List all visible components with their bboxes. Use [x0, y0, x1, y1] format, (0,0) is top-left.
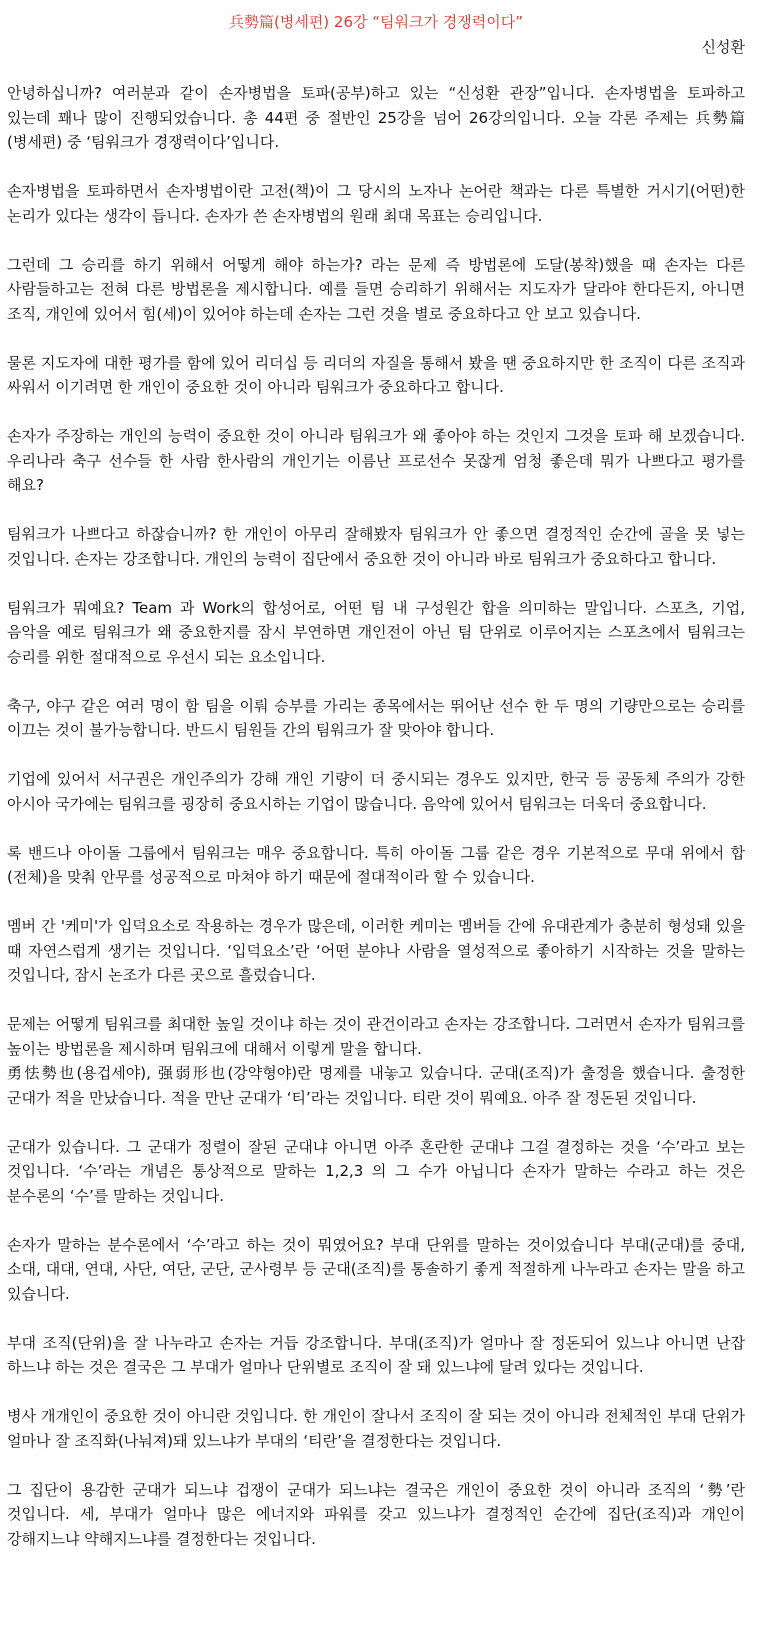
paragraph-text: 멤버 간 '케미'가 입덕요소로 작용하는 경우가 많은데, 이러한 케미는 멤버들 간에 유대관계가 충분히 형성돼 있을 때 자연스럽게 생기는 것입니다. ‘입덕요소’란 ‘어떤 분야나 사람을 열성적으로 좋아하기 시작하는 것을 말하는 것입니다, 잠시 논조가 다른 곳으로 흘렀습니다.	[7, 917, 745, 984]
paragraph-text: 축구, 야구 같은 여러 명이 함 팀을 이뤄 승부를 가리는 종목에서는 뛰어난 선수 한 두 명의 기량만으로는 승리를 이끄는 것이 불가능합니다. 반드시 팀원들 간의 팀워크가 잘 맞아야 합니다.	[7, 696, 745, 739]
paragraph-text: 팀워크가 뭐예요? Team 과 Work의 합성어로, 어떤 팀 내 구성원간 합을 의미하는 말입니다. 스포츠, 기업, 음악을 예로 팀워크가 왜 중요한지를 잠시 부연하면 개인전이 아닌 팀 단위로 이루어지는 스포츠에서 팀워크는 승리를 위한 절대적으로 우선시 되는 요소입니다.	[7, 598, 745, 666]
paragraph-text: 안녕하십니까? 여러분과 같이 손자병법을 토파(공부)하고 있는 “신성환 관장”입니다. 손자병법을 토파하고 있는데 꽤나 많이 진행되었습니다. 총 44편 중 절반인 25강을 넘어 26강의입니다. 오늘 각론 주제는 兵勢篇(병세편) 중 ‘팀워크가 경쟁력이다’입니다.	[7, 84, 745, 151]
paragraph-text: 손자병법을 토파하면서 손자병법이란 고전(책)이 그 당시의 노자나 논어란 책과는 다른 특별한 거시기(어떤)한 논리가 있다는 생각이 듭니다. 손자가 쓴 손자병법의 원래 최대 목표는 승리입니다.	[7, 182, 745, 225]
paragraph	[7, 767, 745, 816]
paragraph	[7, 694, 745, 743]
paragraph	[7, 179, 745, 228]
paragraph-text: 그 집단이 용감한 군대가 되느냐 겁쟁이 군대가 되느냐는 결국은 개인이 중요한 것이 아니라 조직의 ‘勢’란 것입니다. 세, 부대가 얼마나 많은 에너지와 파워를 갖고 있느냐가 결정적인 순간에 집단(조직)과 개인이 강해지느냐 약해지느냐를 결정한다는 것입니다.	[7, 1480, 745, 1548]
paragraph	[7, 1404, 745, 1453]
paragraph-text: 물론 지도자에 대한 평가를 함에 있어 리더십 등 리더의 자질을 통해서 봤을 땐 중요하지만 한 조직이 다른 조직과 싸워서 이기려면 한 개인이 중요한 것이 아니라 팀워크가 중요하다고 합니다.	[7, 353, 745, 396]
paragraph-text: 기업에 있어서 서구권은 개인주의가 강해 개인 기량이 더 중시되는 경우도 있지만, 한국 등 공동체 주의가 강한 아시아 국가에는 팀워크를 굉장히 중요시하는 기업이 많습니다. 음악에 있어서 팀워크는 더욱더 중요합니다.	[7, 770, 745, 813]
paragraph	[7, 1233, 745, 1307]
paragraph	[7, 1478, 745, 1552]
author-name: 신성환	[701, 38, 745, 56]
paragraph	[7, 424, 745, 498]
paragraph-text: 문제는 어떻게 팀워크를 최대한 높일 것이냐 하는 것이 관건이라고 손자는 강조합니다. 그러면서 손자가 팀워크를 높이는 방법론을 제시하며 팀워크에 대해서 이렇게 말을 합니다.	[7, 1015, 745, 1058]
paragraph-text: 군대가 있습니다. 그 군대가 정렬이 잘된 군대냐 아니면 아주 혼란한 군대냐 그걸 결정하는 것을 ‘수’라고 보는 것입니다. ‘수’라는 개념은 통상적으로 말하는 1,2,3 의 그 수가 아닙니다 손자가 말하는 수라고 하는 것은 분수론의 ‘수’를 말하는 것입니다.	[7, 1137, 745, 1205]
paragraph-text: 팀워크가 나쁘다고 하잖습니까? 한 개인이 아무리 잘해봤자 팀워크가 안 좋으면 결정적인 순간에 골을 못 넣는 것입니다. 손자는 강조합니다. 개인의 능력이 집단에서 중요한 것이 아니라 바로 팀워크가 중요하다고 합니다.	[7, 525, 745, 568]
document-title: 兵勢篇(병세편) 26강 “팀워크가 경쟁력이다”	[228, 13, 523, 31]
paragraph	[7, 1331, 745, 1380]
paragraph	[7, 351, 745, 400]
paragraph-text: 록 밴드나 아이돌 그룹에서 팀워크는 매우 중요합니다. 특히 아이돌 그룹 같은 경우 기본적으로 무대 위에서 합(전체)을 맞춰 안무를 성공적으로 마쳐야 하기 때문에 절대적이라 할 수 있습니다.	[7, 843, 745, 886]
paragraph-text: 병사 개개인이 중요한 것이 아니란 것입니다. 한 개인이 잘나서 조직이 잘 되는 것이 아니라 전체적인 부대 단위가 얼마나 잘 조직화(나눠져)돼 있느냐가 부대의 ‘티란’을 결정한다는 것입니다.	[7, 1407, 745, 1450]
paragraph	[7, 1135, 745, 1209]
paragraph	[7, 253, 745, 327]
paragraph	[7, 522, 745, 571]
paragraph	[7, 841, 745, 890]
paragraph	[7, 81, 745, 155]
paragraph	[7, 596, 745, 670]
paragraph	[7, 1012, 745, 1110]
paragraph-text: 손자가 말하는 분수론에서 ‘수’라고 하는 것이 뭐였어요? 부대 단위를 말하는 것이었습니다 부대(군대)를 중대, 소대, 대대, 연대, 사단, 여단, 군단, 군사령부 등 군대(조직)를 통솔하기 좋게 적절하게 나누라고 손자는 말을 하고 있습니다.	[7, 1235, 745, 1303]
paragraph-text: 부대 조직(단위)을 잘 나누라고 손자는 거듭 강조합니다. 부대(조직)가 얼마나 잘 정돈되어 있느냐 아니면 난잡 하느냐 하는 것은 결국은 그 부대가 얼마나 단위별로 조직이 잘 돼 있느냐에 달려 있다는 것입니다.	[7, 1333, 745, 1376]
paragraph-text: 勇怯勢也(용겁세야), 强弱形也(강약형야)란 명제를 내놓고 있습니다. 군대(조직)가 출정을 했습니다. 출정한 군대가 적을 만났습니다. 적을 만난 군대가 ‘티’라는 것입니다. 티란 것이 뭐예요. 아주 잘 정돈된 것입니다.	[7, 1064, 745, 1107]
paragraph-text: 손자가 주장하는 개인의 능력이 중요한 것이 아니라 팀워크가 왜 좋아야 하는 것인지 그것을 토파 해 보겠습니다. 우리나라 축구 선수들 한 사람 한사람의 개인기는 이름난 프로선수 못잖게 엄청 좋은데 뭐가 나쁘다고 평가를 해요?	[7, 427, 745, 494]
paragraph	[7, 914, 745, 988]
document-body	[7, 81, 745, 1551]
paragraph-text: 그런데 그 승리를 하기 위해서 어떻게 해야 하는가? 라는 문제 즉 방법론에 도달(봉착)했을 때 손자는 다른 사람들하고는 전혀 다른 방법론을 제시합니다. 예를 들면 승리하기 위해서는 지도자가 달라야 한다든지, 아니면 조직, 개인에 있어서 힘(세)이 있어야 하는데 손자는 그런 것을 별로 중요하다고 안 보고 있습니다.	[7, 255, 745, 323]
